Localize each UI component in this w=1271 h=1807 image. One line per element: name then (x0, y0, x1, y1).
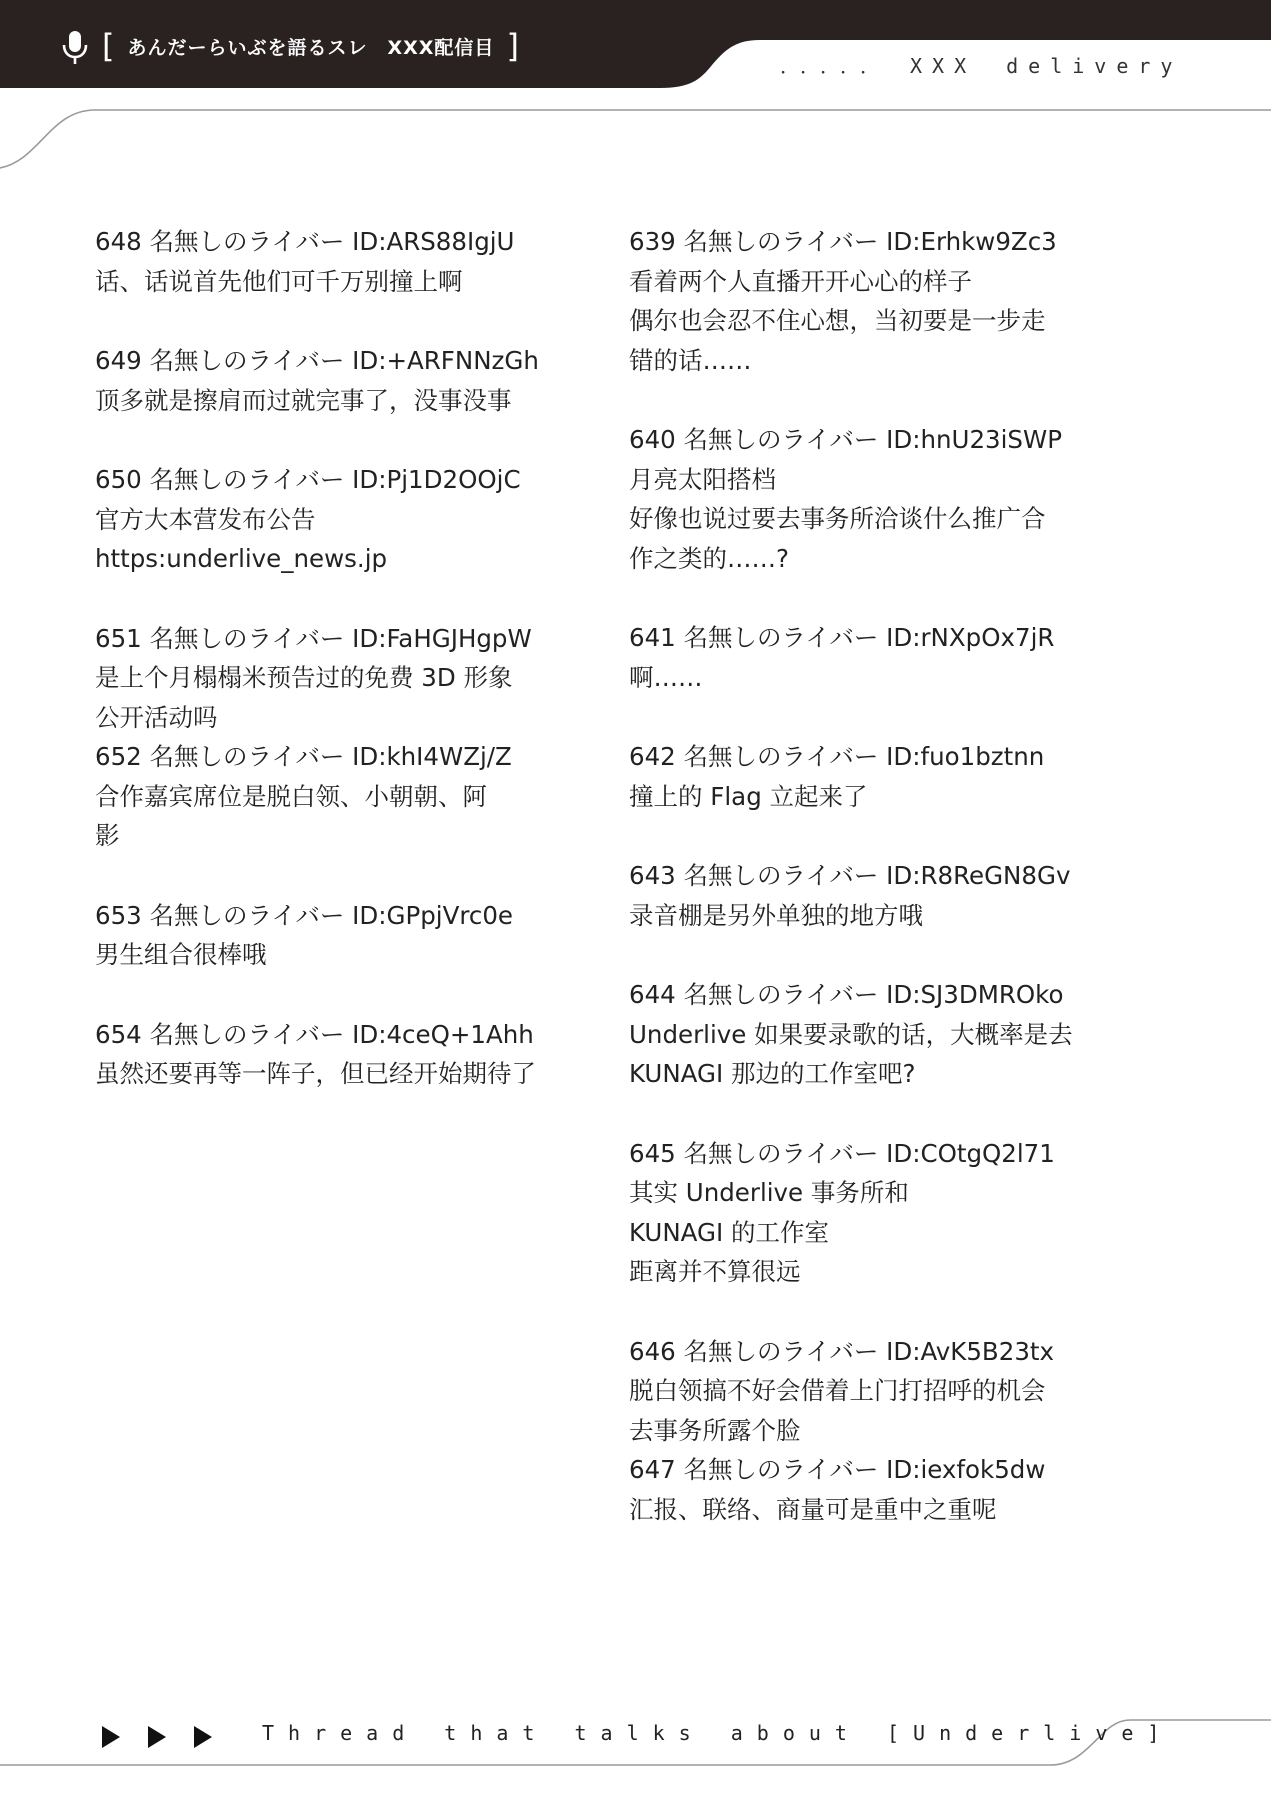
post-body-line: Underlive 如果要录歌的话，大概率是去 (629, 1019, 1073, 1049)
bracket-close: ] (506, 27, 520, 65)
post-header: 651 名無しのライバー ID:FaHGJHgpW (95, 623, 532, 653)
post (629, 420, 1129, 578)
post (629, 737, 1129, 816)
post (95, 222, 580, 301)
post-header: 641 名無しのライバー ID:rNXpOx7jR (629, 623, 1055, 652)
post-body-line: 公开活动吗 (95, 702, 218, 732)
post (95, 460, 580, 579)
post-body-line: 脱白领搞不好会借着上门打招呼的机会 (629, 1376, 1046, 1405)
left-post-column (95, 222, 580, 1134)
post-body-line: 是上个月榻榻米预告过的免费 3D 形象 (95, 663, 513, 692)
post (95, 737, 580, 856)
thread-title-text: あんだーらいぶを語るスレ XXX配信目 (127, 36, 495, 59)
post-body-line: 虽然还要再等一阵子，但已经开始期待了 (95, 1059, 536, 1088)
post-header: 643 名無しのライバー ID:R8ReGN8Gv (629, 861, 1071, 890)
post-body-line: 距离并不算很远 (629, 1257, 801, 1286)
post-header: 653 名無しのライバー ID:GPpjVrc0e (95, 900, 514, 930)
post-body-line: KUNAGI 那边的工作室吧? (629, 1059, 916, 1088)
post-body-line: 错的话…… (629, 345, 752, 375)
post (95, 619, 580, 738)
post-header: 644 名無しのライバー ID:SJ3DMROko (629, 980, 1064, 1009)
post-body-line: 看着两个人直播开开心心的样子 (629, 266, 972, 296)
post-body-line: 汇报、联络、商量可是重中之重呢 (629, 1494, 997, 1524)
post-header: 640 名無しのライバー ID:hnU23iSWP (629, 425, 1062, 454)
post-body-line: KUNAGI 的工作室 (629, 1217, 829, 1247)
bracket-open: [ (102, 27, 116, 65)
thread-title (102, 26, 520, 66)
post-header: 652 名無しのライバー ID:khI4WZj/Z (95, 742, 512, 771)
post-body-line: 偶尔也会忍不住心想，当初要是一步走 (629, 306, 1046, 335)
post (629, 975, 1129, 1094)
post-body-line: 撞上的 Flag 立起来了 (629, 781, 868, 811)
play-arrows-icon (100, 1722, 220, 1752)
post-header: 648 名無しのライバー ID:ARS88IgjU (95, 227, 515, 256)
post-body-line: 其实 Underlive 事务所和 (629, 1178, 909, 1207)
post (629, 618, 1129, 697)
post (95, 341, 580, 420)
post-body-line: 好像也说过要去事务所洽谈什么推广合 (629, 504, 1046, 533)
post (95, 896, 580, 975)
post-header: 647 名無しのライバー ID:iexfok5dw (629, 1455, 1046, 1484)
footer-thread-text: Thread that talks about [Underlive] (262, 1721, 1174, 1745)
post-body-line: 月亮太阳搭档 (629, 464, 776, 494)
post-body-line: 作之类的……? (629, 543, 790, 573)
post-body-line: 去事务所露个脸 (629, 1415, 801, 1445)
post-body-line: 录音棚是另外单独的地方哦 (629, 900, 923, 930)
microphone-icon (60, 30, 90, 66)
post-header: 654 名無しのライバー ID:4ceQ+1Ahh (95, 1019, 534, 1049)
post-body-line: 啊…… (629, 662, 703, 692)
post-body-line: 男生组合很棒哦 (95, 940, 267, 969)
header-swoosh-line (0, 110, 1271, 168)
post-body-line: 合作嘉宾席位是脱白领、小朝朝、阿 (95, 781, 487, 811)
post-header: 642 名無しのライバー ID:fuo1bztnn (629, 742, 1045, 771)
post (629, 222, 1129, 380)
post (95, 1015, 580, 1094)
post-body-line: 话、话说首先他们可千万别撞上啊 (95, 266, 463, 296)
post-header: 650 名無しのライバー ID:Pj1D2OOjC (95, 465, 521, 494)
right-post-column (629, 222, 1129, 1569)
post-body-line: 顶多就是擦肩而过就完事了，没事没事 (95, 385, 512, 415)
post-body-line: 官方大本营发布公告 (95, 504, 316, 534)
post (629, 1450, 1129, 1529)
post-header: 645 名無しのライバー ID:COtgQ2l71 (629, 1138, 1055, 1168)
post-header: 649 名無しのライバー ID:+ARFNNzGh (95, 346, 539, 375)
post-body-line: https:underlive_news.jp (95, 544, 388, 573)
post-header: 646 名無しのライバー ID:AvK5B23tx (629, 1336, 1055, 1366)
post (629, 1134, 1129, 1292)
post (629, 856, 1129, 935)
post-body-line: 影 (95, 821, 120, 850)
delivery-subtitle: ．．．．． XXX delivery (780, 54, 1183, 78)
post (629, 1332, 1129, 1451)
post-header: 639 名無しのライバー ID:Erhkw9Zc3 (629, 227, 1057, 256)
